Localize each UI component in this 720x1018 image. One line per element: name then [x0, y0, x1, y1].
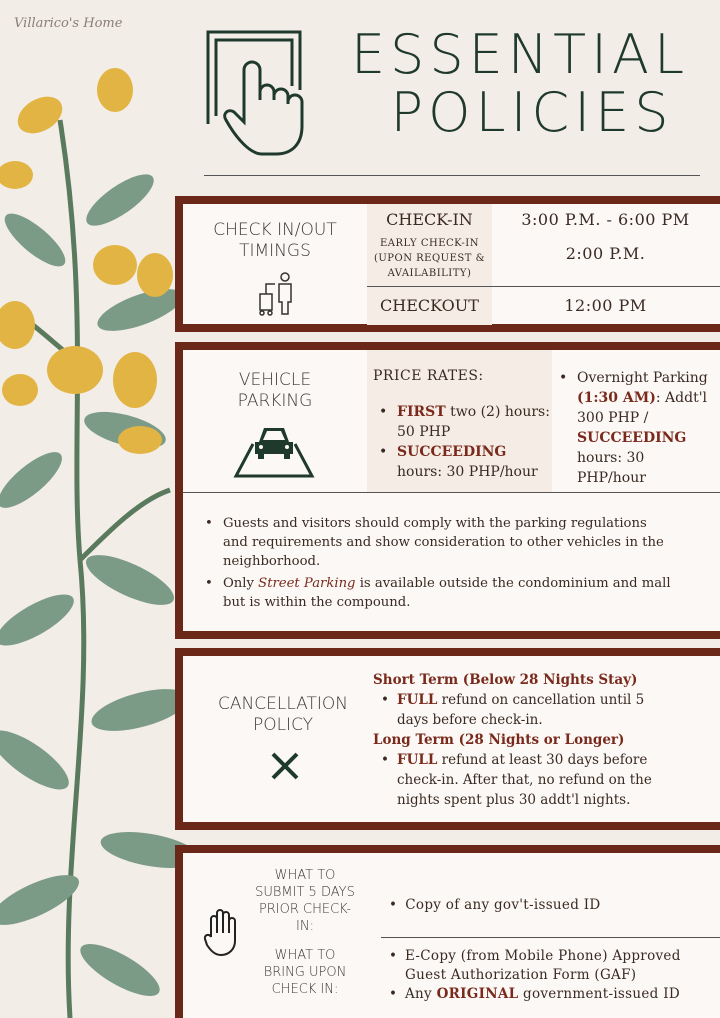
early-checkin-label: EARLY CHECK-IN (UPON REQUEST & AVAILABILITY): [373, 238, 486, 279]
cancellation-card: [175, 648, 720, 830]
checkout-label: CHECKOUT: [380, 296, 479, 315]
luggage-person-icon: [257, 272, 297, 316]
overnight-parking-item: • Overnight Parking (1:30 AM): Addt'l 300 PHP / SUCCEEDING hours: 30 PHP/hour: [559, 370, 708, 486]
title-divider: [204, 175, 700, 176]
rate-first-item: • FIRST two (2) hours: 50 PHP: [379, 404, 550, 440]
checkin-card: [175, 196, 720, 332]
bring-item-gaf: • E-Copy (from Mobile Phone) Approved Guest Authorization Form (GAF): [389, 948, 681, 983]
parking-divider: [183, 492, 720, 493]
title-line-1: ESSENTIAL: [350, 23, 690, 86]
brand-signature: Villarico's Home: [14, 16, 123, 31]
short-term-title: Short Term (Below 28 Nights Stay): [373, 672, 638, 688]
checkout-time: 12:00 PM: [564, 296, 647, 315]
documents-divider: [381, 937, 720, 938]
documents-card: [175, 845, 720, 1018]
checkout-divider: [367, 286, 720, 287]
short-term-rule: • FULL refund on cancellation until 5 days before check-in.: [381, 692, 645, 728]
parking-note-1: • Guests and visitors should comply with the parking regulations and requirements and show consideration to other vehicles in the neighborhood.: [205, 516, 664, 569]
page-title: [330, 23, 710, 144]
close-x-icon: [269, 750, 301, 782]
long-term-title: Long Term (28 Nights or Longer): [373, 732, 625, 748]
long-term-rule: • FULL refund at least 30 days before check-in. After that, no refund on the nights spent plus 30 addt'l nights.: [381, 752, 652, 808]
botanical-illustration: [0, 60, 200, 1018]
car-parking-icon: [233, 422, 315, 478]
early-checkin-time: 2:00 P.M.: [565, 244, 646, 263]
checkin-time: 3:00 P.M. - 6:00 PM: [521, 210, 690, 229]
price-rates-title: PRICE RATES:: [373, 368, 484, 384]
cancellation-section-label: CANCELLATION POLICY: [218, 694, 348, 735]
parking-note-2: • Only Street Parking is available outside the condominium and mall but is within the compound.: [205, 576, 671, 610]
bring-section-label: WHAT TO BRING UPON CHECK IN:: [263, 948, 347, 997]
cancellation-rules: [373, 670, 718, 810]
bring-items: [389, 947, 719, 1004]
parking-card: [175, 342, 720, 639]
checkin-label: CHECK-IN: [386, 210, 473, 229]
rate-succeeding-item: • SUCCEEDING hours: 30 PHP/hour: [379, 444, 538, 480]
parking-section-label: VEHICLE PARKING: [237, 370, 313, 411]
submit-section-label: WHAT TO SUBMIT 5 DAYS PRIOR CHECK- IN:: [255, 868, 355, 934]
submit-item: • Copy of any gov't-issued ID: [389, 897, 601, 913]
title-line-2: POLICIES: [390, 81, 674, 144]
bring-item-id: • Any ORIGINAL government-issued ID: [389, 986, 680, 1002]
checkin-section-label: CHECK IN/OUT TIMINGS: [213, 220, 337, 261]
hand-pointer-icon: [206, 30, 310, 156]
